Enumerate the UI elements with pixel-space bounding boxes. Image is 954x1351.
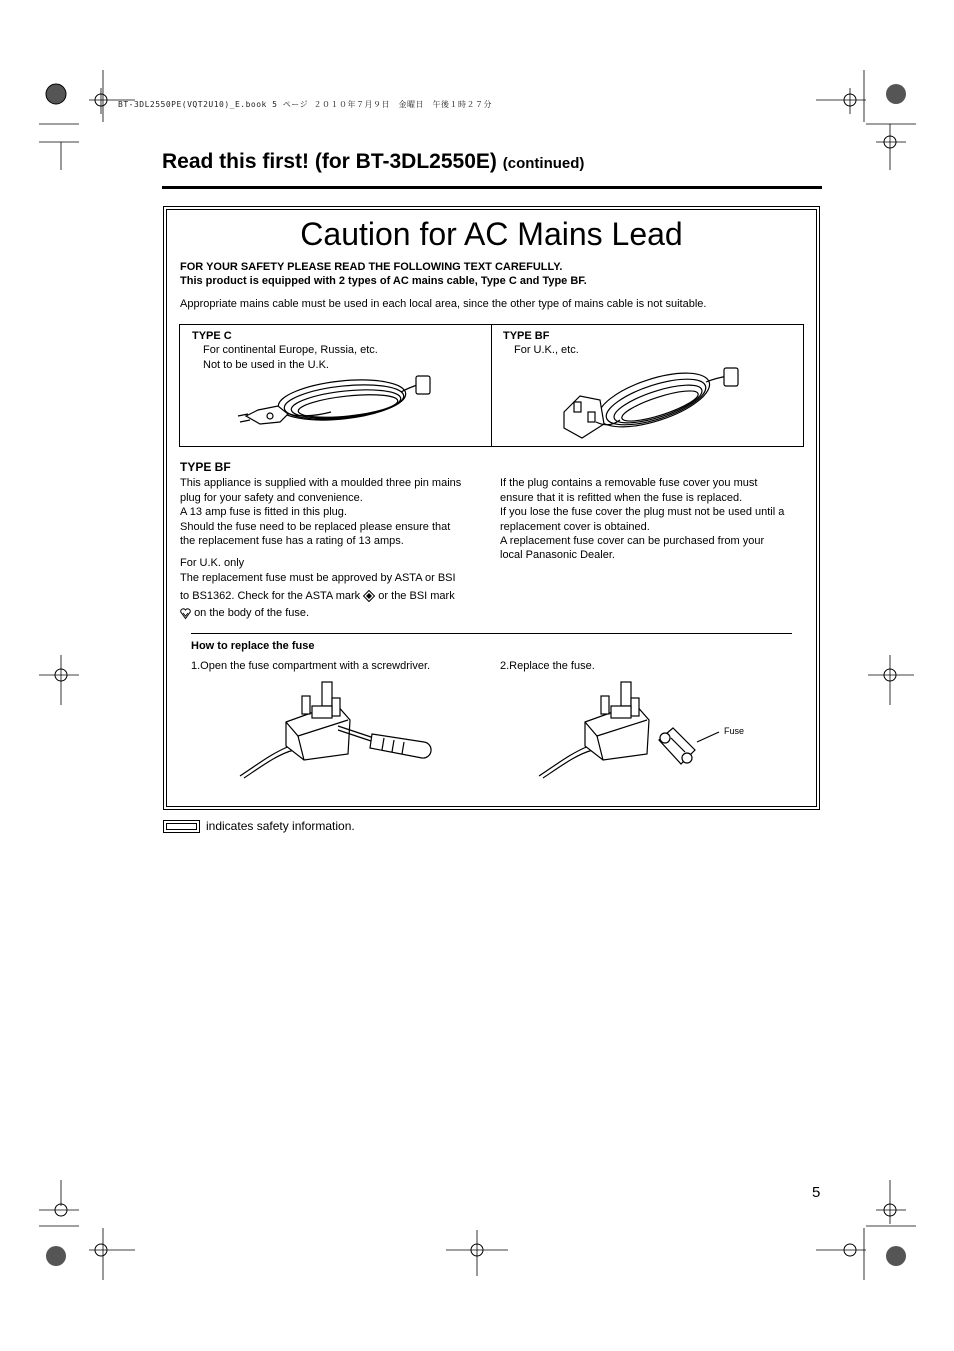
type-bf-table-heading: TYPE BF bbox=[503, 330, 550, 342]
fuse-label: Fuse bbox=[724, 726, 745, 736]
type-c-line2: Not to be used in the U.K. bbox=[203, 359, 329, 371]
type-bf-heading: TYPE BF bbox=[180, 460, 231, 474]
type-bf-left-line3: A 13 amp fuse is fitted in this plug. bbox=[180, 506, 347, 518]
approval-line2b: or the BSI mark bbox=[378, 590, 455, 602]
approval-line2a: to BS1362. Check for the ASTA mark bbox=[180, 590, 361, 602]
asta-mark-icon bbox=[363, 590, 375, 602]
type-bf-left-line2: plug for your safety and convenience. bbox=[180, 492, 363, 504]
type-bf-right-line5: A replacement fuse cover can be purchased from your bbox=[500, 535, 765, 547]
plug-screwdriver-illustration bbox=[238, 680, 438, 780]
fuse-replace-heading: How to replace the fuse bbox=[191, 640, 315, 652]
uk-only-label: For U.K. only bbox=[180, 557, 245, 569]
approval-line3-text: on the body of the fuse. bbox=[194, 607, 310, 619]
caution-title: Caution for AC Mains Lead bbox=[300, 216, 683, 252]
product-cable-types-line: This product is equipped with 2 types of AC mains cable, Type C and Type BF. bbox=[180, 275, 587, 287]
type-c-line1: For continental Europe, Russia, etc. bbox=[203, 344, 378, 356]
type-bf-right-line2: ensure that it is refitted when the fuse is replaced. bbox=[500, 492, 743, 504]
type-bf-line1: For U.K., etc. bbox=[514, 344, 579, 356]
page-number: 5 bbox=[812, 1184, 821, 1201]
registration-mark-icon bbox=[816, 70, 916, 170]
type-c-cable-illustration bbox=[236, 372, 436, 442]
safety-warning-line: FOR YOUR SAFETY PLEASE READ THE FOLLOWING TEXT CAREFULLY. bbox=[180, 261, 563, 273]
type-bf-right-line1: If the plug contains a removable fuse cover you must bbox=[500, 477, 758, 489]
approval-line3 bbox=[180, 606, 309, 621]
type-bf-left-line5: the replacement fuse has a rating of 13 amps. bbox=[180, 535, 404, 547]
title-rule bbox=[162, 186, 822, 189]
type-bf-left-line1: This appliance is supplied with a moulded three pin mains bbox=[180, 477, 462, 489]
type-c-heading: TYPE C bbox=[192, 330, 232, 342]
approval-line2 bbox=[180, 589, 455, 604]
registration-mark-icon bbox=[816, 1180, 916, 1280]
type-bf-right-line4: replacement cover is obtained. bbox=[500, 521, 650, 533]
registration-mark-icon bbox=[39, 1180, 179, 1280]
plug-fuse-illustration bbox=[537, 680, 707, 780]
fuse-section-rule bbox=[191, 633, 792, 634]
type-bf-right-line6: local Panasonic Dealer. bbox=[500, 549, 615, 561]
fuse-step-1: 1.Open the fuse compartment with a screwdriver. bbox=[191, 660, 431, 672]
fuse-step-2: 2.Replace the fuse. bbox=[500, 660, 595, 672]
bsi-mark-icon bbox=[180, 608, 191, 619]
safety-info-legend-text: indicates safety information. bbox=[206, 819, 355, 833]
registration-mark-icon bbox=[446, 1230, 508, 1276]
page-title-continued: (continued) bbox=[502, 155, 585, 172]
type-bf-left-line4: Should the fuse need to be replaced please ensure that bbox=[180, 521, 451, 533]
page-title-text: Read this first! (for BT-3DL2550E) bbox=[162, 150, 497, 173]
page-title bbox=[162, 150, 584, 174]
registration-mark-icon bbox=[39, 70, 179, 170]
safety-info-legend-box bbox=[163, 820, 200, 833]
registration-mark-icon bbox=[868, 655, 914, 705]
intro-text: Appropriate mains cable must be used in each local area, since the other type of mains cable is not suitable. bbox=[180, 298, 707, 310]
registration-mark-icon bbox=[39, 655, 79, 705]
type-bf-cable-illustration bbox=[556, 366, 756, 444]
cable-type-table-divider bbox=[491, 324, 492, 447]
type-bf-right-line3: If you lose the fuse cover the plug must not be used until a bbox=[500, 506, 785, 518]
print-header: BT-3DL2550PE(VQT2U10)_E.book 5 ページ ２０１０年７月９日 金曜日 午後１時２７分 bbox=[118, 100, 492, 109]
approval-line1: The replacement fuse must be approved by ASTA or BSI bbox=[180, 572, 456, 584]
